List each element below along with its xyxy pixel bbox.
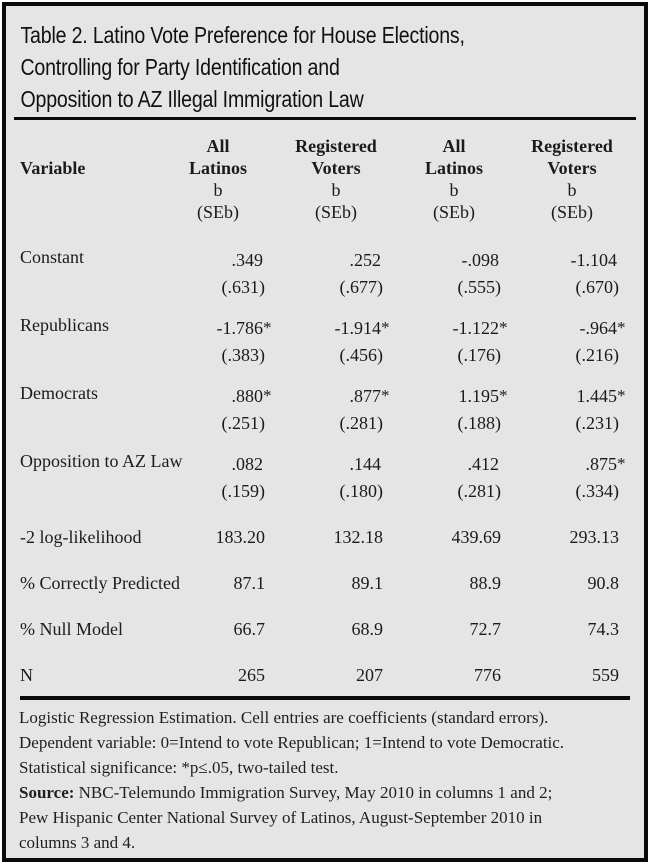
stat-value: 74.3 — [587, 619, 619, 639]
se-value: (.383) — [221, 345, 265, 365]
sig-star: * — [617, 318, 626, 337]
stat-value: 66.7 — [233, 619, 265, 639]
column-header-b: b — [331, 180, 341, 200]
column-header-seb: (SEb) — [433, 202, 475, 222]
row-label: % Correctly Predicted — [20, 573, 180, 593]
table-title — [6, 6, 548, 115]
stat-value: 72.7 — [469, 619, 501, 639]
se-value: (.216) — [575, 345, 619, 365]
column-header-line: Registered — [295, 136, 377, 156]
se-value: (.677) — [339, 277, 383, 297]
column-header-all-latinos-2 — [395, 135, 513, 223]
coef-value: -1.122 — [452, 318, 499, 338]
se-value: (.188) — [457, 413, 501, 433]
coef-cell — [513, 383, 631, 437]
table-header-row — [14, 135, 631, 223]
title-line-3: Opposition to AZ Illegal Immigration Law — [20, 86, 364, 112]
sig-star: * — [381, 386, 390, 405]
coef-value: .877 — [349, 386, 381, 406]
coef-value: -1.104 — [570, 250, 617, 270]
coef-value: -1.786 — [216, 318, 263, 338]
table-row-constant — [14, 247, 631, 301]
coef-value: 1.445 — [576, 386, 617, 406]
coef-cell — [159, 451, 277, 505]
note-line-3: Statistical significance: *p≤.05, two-tailed test. — [19, 758, 339, 777]
table-row-democrats — [14, 383, 631, 437]
se-value: (.231) — [575, 413, 619, 433]
stat-value: 132.18 — [333, 527, 383, 547]
table-notes — [19, 705, 634, 855]
stat-value: 293.13 — [569, 527, 619, 547]
stat-value: 265 — [238, 665, 265, 685]
stat-value: 88.9 — [469, 573, 501, 593]
se-value: (.281) — [339, 413, 383, 433]
se-value: (.176) — [457, 345, 501, 365]
table-row-correctly-predicted — [14, 570, 631, 597]
column-header-line: All — [206, 136, 230, 156]
column-header-seb: (SEb) — [197, 202, 239, 222]
table-row-log-likelihood — [14, 524, 631, 551]
stat-value: 89.1 — [351, 573, 383, 593]
column-header-variable: Variable — [20, 158, 86, 178]
se-value: (.159) — [221, 481, 265, 501]
sig-star: * — [381, 318, 390, 337]
source-line-1 — [19, 780, 634, 805]
stat-value: 776 — [474, 665, 501, 685]
coef-value: .082 — [231, 454, 263, 474]
stat-value: 559 — [592, 665, 619, 685]
se-value: (.555) — [457, 277, 501, 297]
sig-star: * — [499, 386, 508, 405]
column-header-b: b — [213, 180, 223, 200]
coef-value: -.964 — [579, 318, 617, 338]
coef-cell — [395, 247, 513, 301]
column-header-registered-voters-2 — [513, 135, 631, 223]
sig-star: * — [617, 386, 626, 405]
coef-cell — [277, 315, 395, 369]
column-header-registered-voters-1 — [277, 135, 395, 223]
note-line-1: Logistic Regression Estimation. Cell entries are coefficients (standard errors). — [19, 708, 549, 727]
coef-value: .144 — [349, 454, 381, 474]
sig-star: * — [499, 318, 508, 337]
source-text: NBC-Telemundo Immigration Survey, May 2010 in columns 1 and 2; — [78, 783, 553, 802]
title-line-1: Table 2. Latino Vote Preference for House Elections, — [20, 22, 465, 48]
table-row-republicans — [14, 315, 631, 369]
coef-cell — [513, 451, 631, 505]
stat-value: 183.20 — [215, 527, 265, 547]
row-label: Constant — [20, 247, 85, 267]
source-line-2: Pew Hispanic Center National Survey of Latinos, August-September 2010 in — [19, 808, 543, 827]
se-value: (.334) — [575, 481, 619, 501]
se-value: (.631) — [221, 277, 265, 297]
coef-value: 1.195 — [458, 386, 499, 406]
title-divider — [14, 117, 636, 120]
row-label: % Null Model — [20, 619, 123, 639]
source-line-3: columns 3 and 4. — [19, 833, 136, 852]
column-header-seb: (SEb) — [551, 202, 593, 222]
coef-cell — [395, 315, 513, 369]
coef-cell — [395, 451, 513, 505]
column-header-line: Registered — [531, 136, 613, 156]
coef-value: -1.914 — [334, 318, 381, 338]
coef-cell — [159, 383, 277, 437]
stat-value: 207 — [356, 665, 383, 685]
row-label: Democrats — [20, 383, 98, 403]
sig-star: * — [263, 386, 272, 405]
stat-value: 87.1 — [233, 573, 265, 593]
coef-value: .349 — [231, 250, 263, 270]
coef-value: .252 — [349, 250, 381, 270]
column-header-line: Voters — [311, 158, 361, 178]
table-row-null-model — [14, 616, 631, 643]
se-value: (.456) — [339, 345, 383, 365]
coef-value: .875 — [585, 454, 617, 474]
column-header-all-latinos-1 — [159, 135, 277, 223]
coef-cell — [277, 383, 395, 437]
row-label: -2 log-likelihood — [20, 527, 142, 547]
notes-divider — [20, 696, 630, 700]
note-line-2: Dependent variable: 0=Intend to vote Republican; 1=Intend to vote Democratic. — [19, 733, 565, 752]
source-label: Source: — [19, 783, 75, 802]
table-card — [2, 2, 648, 862]
coef-cell — [513, 315, 631, 369]
stat-value: 90.8 — [587, 573, 619, 593]
se-value: (.670) — [575, 277, 619, 297]
column-header-b: b — [567, 180, 577, 200]
stat-value: 439.69 — [451, 527, 501, 547]
se-value: (.251) — [221, 413, 265, 433]
se-value: (.180) — [339, 481, 383, 501]
coef-cell — [513, 247, 631, 301]
column-header-line: Voters — [547, 158, 597, 178]
row-label: N — [20, 665, 33, 685]
row-label: Republicans — [20, 315, 109, 335]
coef-cell — [277, 247, 395, 301]
coef-cell — [395, 383, 513, 437]
column-header-line: Latinos — [424, 158, 484, 178]
coef-cell — [277, 451, 395, 505]
sig-star: * — [617, 454, 626, 473]
sig-star: * — [263, 318, 272, 337]
coef-cell — [159, 247, 277, 301]
title-line-2: Controlling for Party Identification and — [20, 54, 340, 80]
coef-value: .880 — [231, 386, 263, 406]
coef-cell — [159, 315, 277, 369]
column-header-line: All — [442, 136, 466, 156]
coef-value: .412 — [467, 454, 499, 474]
column-header-line: Latinos — [188, 158, 248, 178]
column-header-b: b — [449, 180, 459, 200]
row-label: Opposition to AZ Law — [20, 451, 183, 471]
column-header-seb: (SEb) — [315, 202, 357, 222]
table-row-opposition-az-law — [14, 451, 631, 505]
stat-value: 68.9 — [351, 619, 383, 639]
table-row-n — [14, 662, 631, 689]
coef-value: -.098 — [461, 250, 499, 270]
se-value: (.281) — [457, 481, 501, 501]
